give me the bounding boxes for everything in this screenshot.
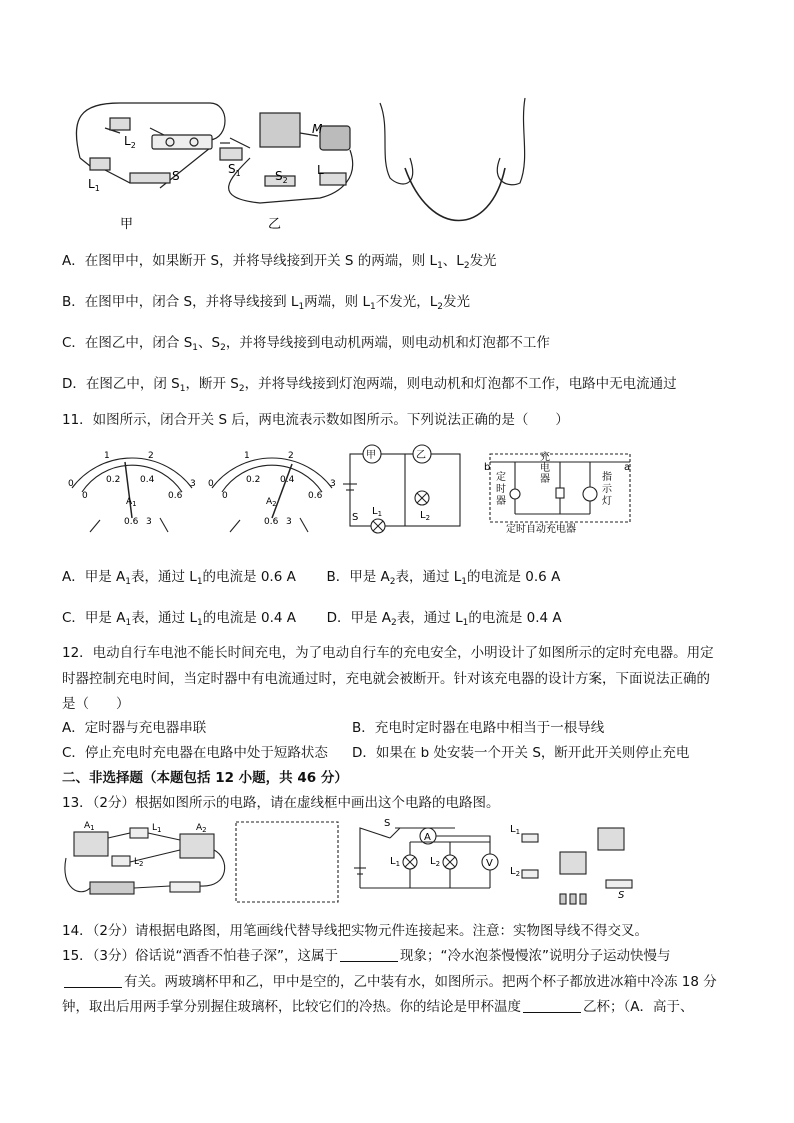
q10-option-b: B．在图甲中，闭合 S，并将导线接到 $L_1$两端，则 $L_1$不发光，$L_2$发光 [62, 294, 470, 312]
m2-terminal-0: 0.6 [264, 517, 279, 527]
fig10-caption-jia: 甲 [120, 217, 134, 232]
q11-figure [60, 440, 660, 540]
q11-option-a: A．甲是 $A_1$表，通过 $L_1$的电流是 0.6 A [62, 569, 296, 587]
q10-option-c: C．在图乙中，闭合 $S_1$、$S_2$，并将导线接到电动机两端，则电动机和灯泡都不工作 [62, 335, 550, 353]
q15-blank-2[interactable] [64, 975, 122, 988]
m1-tick-top-2: 2 [148, 451, 154, 461]
m2-terminal-1: 3 [286, 517, 292, 527]
m1-tick-bottom-2: 0.4 [140, 475, 155, 485]
m1-name: $A_1$ [126, 497, 137, 508]
fig10-label-S: S [172, 169, 180, 183]
m2-tick-bottom-0: 0 [222, 491, 228, 501]
fig10-label-L1: $L_1$ [88, 177, 100, 193]
m2-tick-top-2: 2 [288, 451, 294, 461]
timer-char-2: 器 [496, 496, 506, 507]
fig10-label-S1: $S_1$ [228, 162, 241, 178]
q11-option-c: C．甲是 $A_1$表，通过 $L_1$的电流是 0.4 A [62, 610, 297, 628]
fig10-label-M: M [312, 122, 323, 136]
lamp-char-1: 示 [602, 484, 612, 495]
q14-part-l2: $L_2$ [510, 866, 521, 878]
q15-blank-1[interactable] [340, 949, 398, 962]
m1-terminal-0: 0.6 [124, 517, 139, 527]
q11-options-row1 [62, 565, 560, 587]
q13-label-a2: $A_2$ [196, 823, 207, 834]
m2-edge-right: 3 [330, 479, 336, 489]
q12-line1: 12．电动自行车电池不能长时间充电，为了电动自行车的充电安全，小明设计了如图所示的定时充电器。用定 [62, 645, 714, 661]
m1-terminal-1: 3 [146, 517, 152, 527]
q12-line2: 时器控制充电时间，当定时器中有电流通过时，充电就会被断开。针对该充电器的设计方案，下面说法正确的 [62, 671, 710, 687]
circuit-label-yi: 乙 [416, 450, 426, 461]
m1-tick-bottom-3: 0.6 [168, 491, 183, 501]
lamp-char-2: 灯 [602, 496, 612, 507]
q14-label-s: S [384, 818, 391, 829]
q13-stem: 13．（2分）根据如图所示的电路，请在虚线框中画出这个电路的电路图。 [62, 795, 500, 811]
m1-tick-bottom-1: 0.2 [106, 475, 121, 485]
charger-label-a: a [624, 462, 631, 473]
circuit-label-jia: 甲 [366, 450, 376, 461]
m1-edge-right: 3 [190, 479, 196, 489]
m2-name: $A_2$ [266, 497, 277, 508]
q15-line1: 15．（3分）俗话说“酒香不怕巷子深”，这属于 现象；“冷水泡茶慢慢浓”说明分子运动快慢与 [62, 948, 671, 964]
q15-line2: 有关。两玻璃杯甲和乙，甲中是空的，乙中装有水，如图所示。把两个杯子都放进冰箱中冷冻 18 分 [62, 970, 717, 990]
charger-char-2: 器 [540, 474, 550, 485]
m1-edge-left: 0 [68, 479, 74, 489]
timer-char-0: 定 [496, 472, 506, 483]
q12-line3: 是（ ） [62, 696, 130, 712]
q13-label-l1: $L_1$ [152, 823, 162, 834]
charger-char-0: 充 [540, 452, 550, 463]
section2-heading: 二、非选择题（本题包括 12 小题，共 46 分） [62, 770, 348, 786]
q12-option-a: A．定时器与充电器串联 [62, 720, 207, 736]
m1-tick-top-1: 1 [104, 451, 110, 461]
q14-label-v: V [486, 858, 493, 869]
q13-q14-figure [60, 818, 660, 910]
q11-option-d: D．甲是 $A_2$表，通过 $L_1$的电流是 0.4 A [326, 610, 562, 628]
q14-label-a: A [424, 832, 431, 843]
q11-stem: 11．如图所示，闭合开关 S 后，两电流表示数如图所示。下列说法正确的是（ ） [62, 412, 569, 428]
q14-label-l1: $L_1$ [390, 856, 401, 868]
q14-part-s: S [618, 890, 625, 901]
fig10-label-L2: $L_2$ [124, 134, 136, 150]
q13-label-l2: $L_2$ [134, 857, 144, 868]
q12-option-c: C．停止充电时充电器在电路中处于短路状态 [62, 745, 328, 761]
q11-option-b: B．甲是 $A_2$表，通过 $L_1$的电流是 0.6 A [326, 569, 561, 587]
m2-tick-top-1: 1 [244, 451, 250, 461]
fig10-label-S2: $S_2$ [275, 169, 288, 185]
q12-option-b: B．充电时定时器在电路中相当于一根导线 [352, 720, 605, 736]
q13-label-a1: $A_1$ [84, 821, 95, 832]
fig10-caption-yi: 乙 [268, 217, 282, 232]
q11-options-row2 [62, 606, 562, 628]
q15-line3: 钟，取出后用两手掌分别握住玻璃杯，比较它们的冷热。你的结论是甲杯温度 乙杯；（A．高于、 [62, 999, 694, 1015]
q10-figure [60, 88, 560, 238]
charger-caption: 定时自动充电器 [506, 524, 576, 535]
fig10-label-L: L [317, 163, 324, 177]
m2-tick-bottom-1: 0.2 [246, 475, 261, 485]
m2-edge-left: 0 [208, 479, 214, 489]
m2-tick-bottom-3: 0.6 [308, 491, 323, 501]
charger-label-b: b [484, 462, 491, 473]
q10-option-a: A．在图甲中，如果断开 S，并将导线接到开关 S 的两端，则 $L_1$、$L_2$发光 [62, 253, 497, 271]
q14-stem: 14．（2分）请根据电路图，用笔画线代替导线把实物元件连接起来。注意：实物图导线不得交叉。 [62, 923, 649, 939]
m1-tick-bottom-0: 0 [82, 491, 88, 501]
circuit-label-l2: $L_2$ [420, 510, 431, 522]
q15-blank-3[interactable] [523, 1000, 581, 1013]
timer-char-1: 时 [496, 484, 506, 495]
circuit-label-s: S [352, 512, 359, 523]
lamp-char-0: 指 [602, 472, 612, 483]
q10-option-d: D．在图乙中，闭 $S_1$，断开 $S_2$，并将导线接到灯泡两端，则电动机和灯泡都不工作，电路中无电流通过 [62, 376, 677, 394]
q12-option-d: D．如果在 b 处安装一个开关 S，断开此开关则停止充电 [352, 745, 690, 761]
q14-label-l2: $L_2$ [430, 856, 441, 868]
m2-tick-bottom-2: 0.4 [280, 475, 295, 485]
circuit-label-l1: $L_1$ [372, 506, 383, 518]
q14-part-l1: $L_1$ [510, 824, 521, 836]
charger-char-1: 电 [540, 463, 550, 474]
